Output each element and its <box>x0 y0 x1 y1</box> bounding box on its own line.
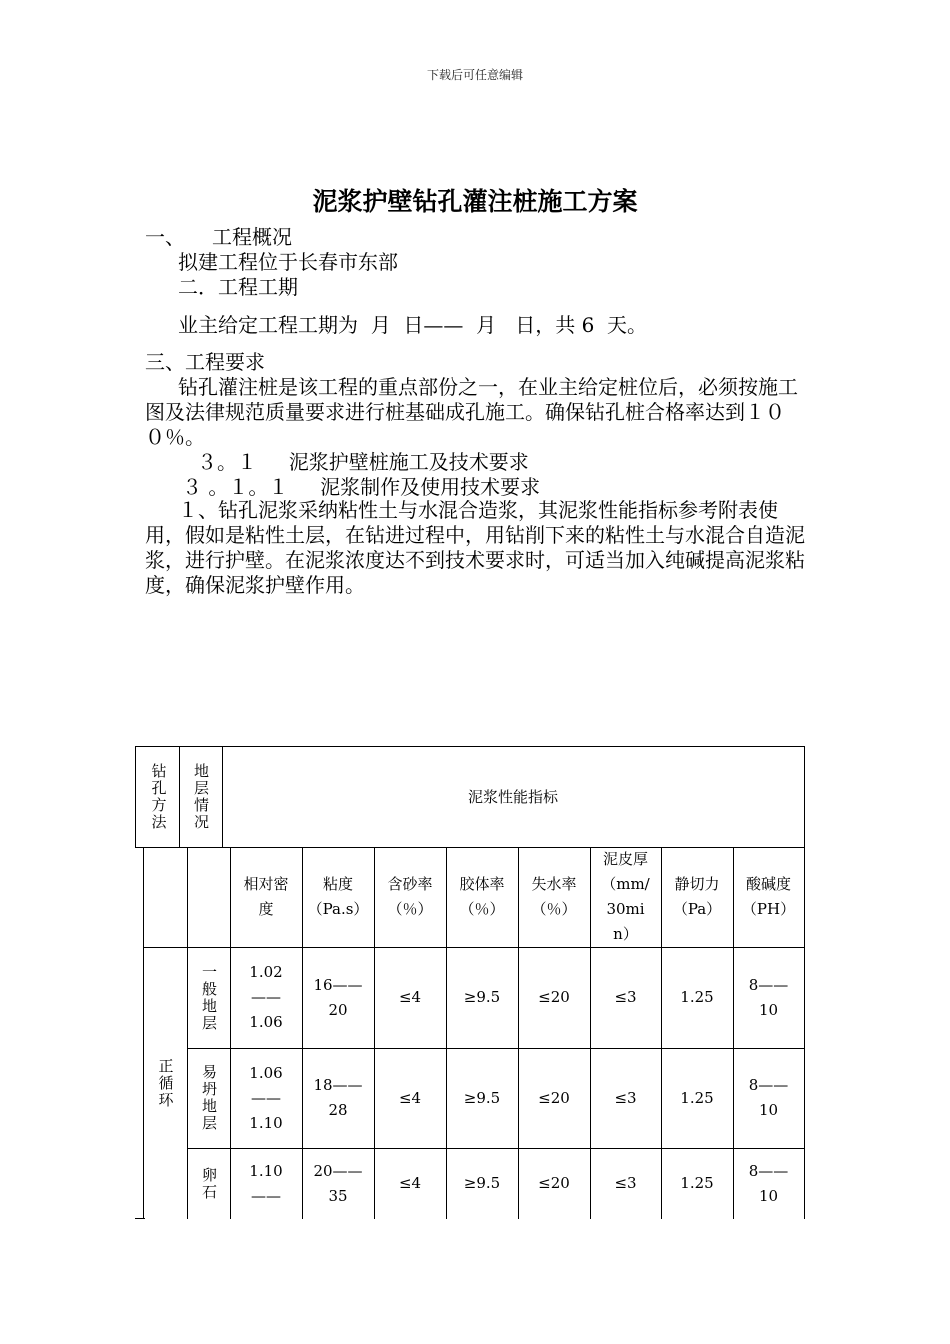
table-cell: 1.25 <box>680 1088 714 1107</box>
section-2-body: 业主给定工程工期为 月 日—— 月 日，共 6 天。 <box>178 313 648 337</box>
table-rule <box>179 746 180 848</box>
table-cell: 1.02——1.06 <box>249 963 283 1031</box>
table-row-layer-label: 卵石 <box>200 1166 218 1201</box>
table-rule <box>518 847 519 1219</box>
table-header-method-label: 钻孔方法 <box>149 763 168 831</box>
table-row-layer-label: 一般地层 <box>200 963 218 1032</box>
table-rule <box>661 847 662 1219</box>
table-metric-header: 粘度（Pa.s） <box>307 875 369 918</box>
table-metric-header: 含砂率（％） <box>387 875 433 918</box>
section-1-number: 一、 <box>145 225 185 249</box>
document-title: 泥浆护壁钻孔灌注桩施工方案 <box>312 187 638 216</box>
section-3-paragraph: 钻孔灌注桩是该工程的重点部份之一，在业主给定桩位后，必须按施工图及法律规范质量要求进行桩基础成孔施工。确保钻孔桩合格率达到１００％。 <box>145 375 798 449</box>
table-metric-header: 酸碱度（PH） <box>741 875 796 918</box>
table-rule <box>222 746 223 848</box>
section-2-title: 二．工程工期 <box>178 275 298 299</box>
table-rule <box>302 847 303 1219</box>
table-method-cell <box>143 947 187 1219</box>
subsection-3-1-title: ３。１ 泥浆护壁桩施工及技术要求 <box>197 450 529 474</box>
table-cell: ≥9.5 <box>463 1088 501 1107</box>
table-cell: ≥9.5 <box>463 988 501 1006</box>
table-cell: ≤4 <box>398 1174 422 1192</box>
table-cell: ≤3 <box>614 1088 637 1107</box>
table-cell: ≤4 <box>398 988 422 1006</box>
table-rule <box>222 847 805 848</box>
table-rule <box>733 847 734 1219</box>
page-header-note: 下载后可任意编辑 <box>426 68 523 82</box>
table-cell: ≤4 <box>398 1088 422 1107</box>
table-rule <box>143 947 187 948</box>
table-cell: 1.25 <box>680 1174 714 1192</box>
table-cell: 20——35 <box>313 1161 363 1205</box>
table-rule <box>374 847 375 1219</box>
table-rule <box>135 746 136 848</box>
table-rule <box>187 1048 805 1049</box>
table-cell: 8——10 <box>748 1076 789 1119</box>
table-row-layer <box>187 1048 230 1148</box>
section-3-title: 三、工程要求 <box>145 350 265 374</box>
table-row-layer-label: 易坍地层 <box>200 1064 218 1132</box>
table-metric-header: 失水率（％） <box>531 875 577 918</box>
section-1-title: 工程概况 <box>212 225 292 249</box>
table-rule <box>804 746 805 1219</box>
table-rule <box>230 847 231 1219</box>
subsection-3-1-1-paragraph: １、钻孔泥浆采纳粘性土与水混合造浆，其泥浆性能指标参考附表使用，假如是粘性土层，在钻进过程中，用钻削下来的粘性土与水混合自造泥浆，进行护壁。在泥浆浓度达不到技术要求时，可适当加入纯碱提高泥浆粘度，确保泥浆护壁作用。 <box>145 498 805 597</box>
table-cell: ≤3 <box>614 1174 637 1192</box>
table-cell: 8——10 <box>748 1161 789 1205</box>
table-group-header: 泥浆性能指标 <box>467 787 558 806</box>
table-cell: ≤20 <box>538 1088 570 1107</box>
table-cell: ≥9.5 <box>463 1174 501 1192</box>
table-header-method <box>137 747 179 847</box>
table-row-layer <box>187 947 230 1048</box>
table-rule <box>187 1148 805 1149</box>
table-header-layer <box>179 747 222 847</box>
section-1-body: 拟建工程位于长春市东部 <box>178 250 398 274</box>
table-metric-header: 相对密度 <box>243 875 289 918</box>
table-cell: 1.25 <box>680 988 714 1006</box>
table-method-label: 正循环 <box>156 1057 175 1109</box>
table-cell: ≤3 <box>614 988 637 1006</box>
table-rule <box>187 947 805 948</box>
table-cell: ≤20 <box>538 988 570 1006</box>
table-cell: 8——10 <box>748 975 789 1019</box>
subsection-3-1-1-title: ３ 。１。１ 泥浆制作及使用技术要求 <box>182 475 541 499</box>
table-cell: 1.10—— <box>249 1161 283 1205</box>
table-rule <box>590 847 591 1219</box>
table-cell: 18——28 <box>313 1076 363 1119</box>
table-rule <box>187 847 188 1219</box>
table-row-layer <box>187 1148 230 1219</box>
table-metric-header: 胶体率（％） <box>459 875 505 918</box>
table-rule <box>446 847 447 1219</box>
table-rule <box>143 847 144 1219</box>
table-cell: 1.06——1.10 <box>249 1063 283 1132</box>
table-cell: ≤20 <box>538 1174 570 1192</box>
table-metric-header: 静切力（Pa） <box>672 875 722 918</box>
table-metric-header: 泥皮厚（mm/30min） <box>601 850 650 943</box>
table-cell: 16——20 <box>313 975 363 1019</box>
table-rule <box>135 746 805 747</box>
table-header-layer-label: 地层情况 <box>192 763 210 831</box>
